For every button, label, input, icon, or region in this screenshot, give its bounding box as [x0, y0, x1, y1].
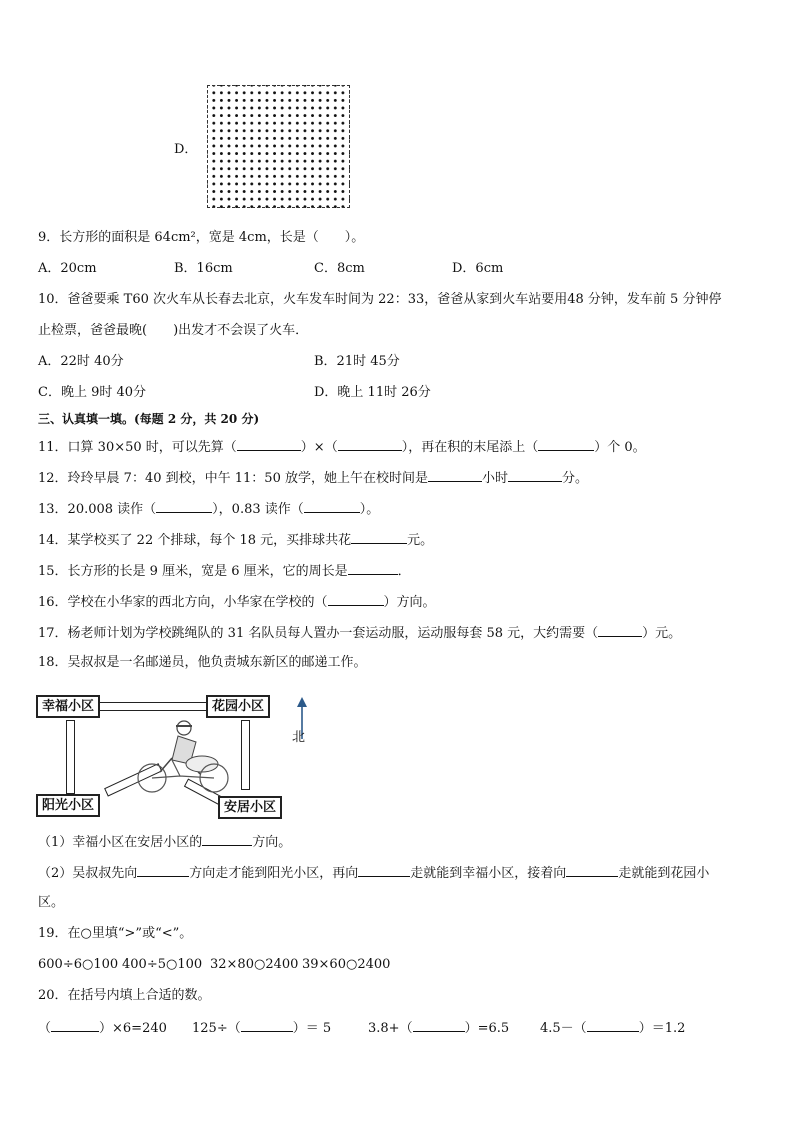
- question-13: 13．20.008 读作（ ），0.83 读作（ ）。: [38, 499, 379, 519]
- q10-option-b: B．21时 45分: [314, 354, 400, 369]
- question-15: 15．长方形的长是 9 厘米，宽是 6 厘米，它的周长是 ．: [38, 561, 411, 581]
- question-18-sub2-cont: 区。: [38, 895, 65, 910]
- answer-blank[interactable]: [348, 561, 398, 575]
- q10-option-c: C．晚上 9时 40分: [38, 385, 147, 400]
- q9-option-a: A．20cm: [38, 261, 97, 276]
- q19-item: 600÷6○100: [38, 957, 119, 972]
- answer-blank[interactable]: [413, 1018, 465, 1032]
- place-huayuan: 花园小区: [206, 695, 270, 718]
- question-17: 17．杨老师计划为学校跳绳队的 31 名队员每人置办一套运动服，运动服每套 58 元，大约需要（ ）元。: [38, 623, 681, 643]
- answer-blank[interactable]: [202, 832, 252, 846]
- answer-blank[interactable]: [428, 468, 482, 482]
- option-d-label: D．: [174, 142, 198, 157]
- question-18-sub2: （2）吴叔叔先向 方向走才能到阳光小区，再向 走就能到幸福小区，接着向 走就能到花园小: [38, 863, 709, 883]
- q19-item: 32×80○2400: [210, 957, 299, 972]
- q9-option-c: C．8cm: [314, 261, 365, 276]
- answer-blank[interactable]: [137, 863, 189, 877]
- place-anju: 安居小区: [218, 796, 282, 819]
- section-3-heading: 三、认真填一填。(每题 2 分，共 20 分): [38, 412, 260, 426]
- answer-blank[interactable]: [51, 1018, 99, 1032]
- answer-blank[interactable]: [237, 437, 301, 451]
- q19-item: 39×60○2400: [302, 957, 391, 972]
- question-9: 9．长方形的面积是 64cm²，宽是 4cm，长是（ ）。: [38, 230, 365, 245]
- answer-blank[interactable]: [304, 499, 360, 513]
- q20-equation-2: 125÷（ ）＝ 5: [192, 1018, 331, 1038]
- road-top: [96, 702, 214, 711]
- answer-blank[interactable]: [598, 623, 642, 637]
- q19-item: 400÷5○100: [122, 957, 203, 972]
- question-12: 12．玲玲早晨 7：40 到校，中午 11：50 放学，她上午在校时间是 小时 分。: [38, 468, 588, 488]
- north-label: 北: [292, 730, 306, 745]
- postman-bicycle-illustration: [122, 718, 242, 798]
- place-xingfu: 幸福小区: [36, 695, 100, 718]
- answer-blank[interactable]: [508, 468, 562, 482]
- answer-blank[interactable]: [566, 863, 618, 877]
- answer-blank[interactable]: [358, 863, 410, 877]
- question-10-line2: 止检票，爸爸最晚( )出发才不会误了火车．: [38, 323, 309, 338]
- dotted-rectangle-figure: [207, 85, 350, 208]
- q9-option-d: D．6cm: [452, 261, 504, 276]
- question-14: 14．某学校买了 22 个排球，每个 18 元，买排球共花 元。: [38, 530, 433, 550]
- question-10-line1: 10．爸爸要乘 T60 次火车从长春去北京，火车发车时间为 22：33，爸爸从家到火车站要用48 分钟，发车前 5 分钟停: [38, 292, 722, 307]
- q20-equation-3: 3.8+（ ）=6.5: [368, 1018, 509, 1038]
- answer-blank[interactable]: [587, 1018, 639, 1032]
- answer-blank[interactable]: [241, 1018, 293, 1032]
- question-20: 20．在括号内填上合适的数。: [38, 988, 211, 1003]
- answer-blank[interactable]: [328, 592, 384, 606]
- q20-equation-4: 4.5－（ ）＝1.2: [540, 1018, 685, 1038]
- district-map: [36, 692, 326, 822]
- answer-blank[interactable]: [338, 437, 402, 451]
- question-16: 16．学校在小华家的西北方向，小华家在学校的（ ）方向。: [38, 592, 436, 612]
- q10-option-d: D．晚上 11时 26分: [314, 385, 431, 400]
- answer-blank[interactable]: [351, 530, 407, 544]
- question-18: 18．吴叔叔是一名邮递员，他负责城东新区的邮递工作。: [38, 655, 367, 670]
- question-19: 19．在○里填“>”或“<”。: [38, 926, 193, 941]
- road-left: [66, 720, 75, 794]
- q20-equation-1: （ ）×6=240: [38, 1018, 167, 1038]
- road-right: [241, 720, 250, 790]
- question-11: 11．口算 30×50 时，可以先算（ ）×（ ），再在积的末尾添上（ ）个 0。: [38, 437, 646, 457]
- place-yangguang: 阳光小区: [36, 794, 100, 817]
- answer-blank[interactable]: [156, 499, 212, 513]
- question-18-sub1: （1）幸福小区在安居小区的 方向。: [38, 832, 291, 852]
- q10-option-a: A．22时 40分: [38, 354, 124, 369]
- q9-option-b: B．16cm: [174, 261, 233, 276]
- answer-blank[interactable]: [538, 437, 594, 451]
